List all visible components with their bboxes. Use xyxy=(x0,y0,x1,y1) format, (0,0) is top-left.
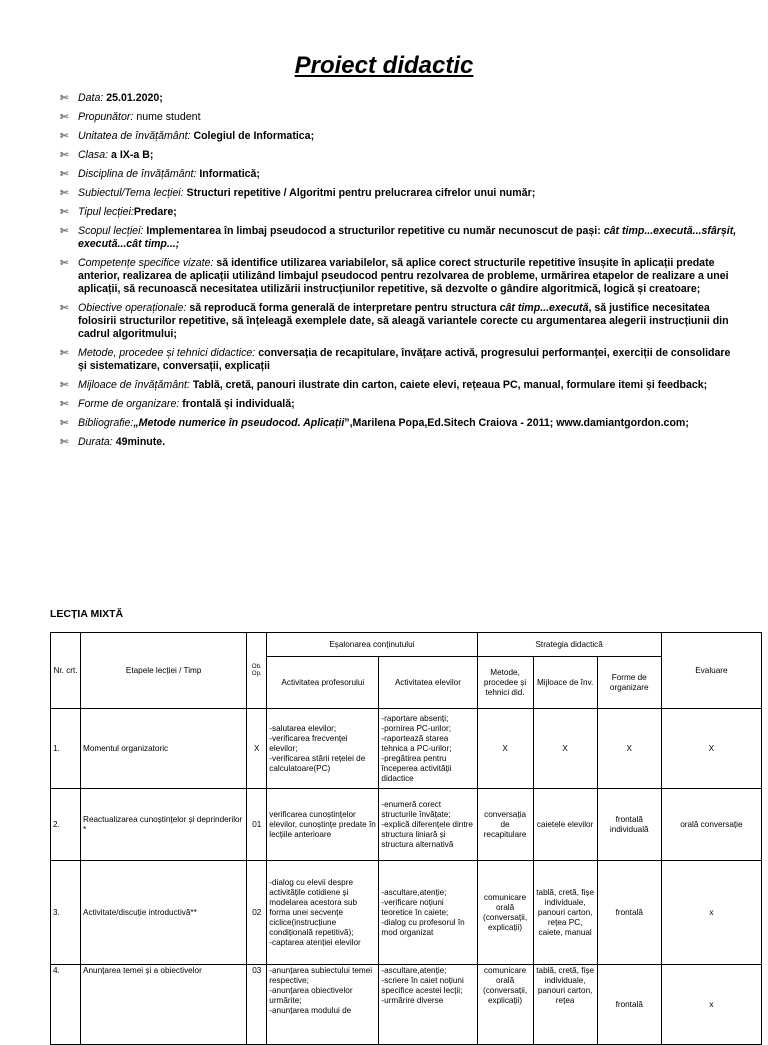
detail-value: nume student xyxy=(136,111,201,123)
header-mijloace: Mijloace de înv. xyxy=(533,657,597,709)
table-row xyxy=(51,861,762,965)
cell-forme: frontală xyxy=(597,965,661,1045)
bullet-icon: ✄ xyxy=(60,399,69,410)
detail-label: Scopul lecției: xyxy=(78,225,147,237)
detail-bibliografie xyxy=(60,417,740,430)
detail-forme xyxy=(60,398,740,411)
header-metode: Metode, procedee și tehnici did. xyxy=(477,657,533,709)
cell-etapa: Activitate/discuție introductivă** xyxy=(81,861,247,965)
cell-etapa: Momentul organizatoric xyxy=(81,709,247,789)
bullet-icon: ✄ xyxy=(60,169,69,180)
detail-label: Forme de organizare: xyxy=(78,398,183,410)
header-forme: Forme de organizare xyxy=(597,657,661,709)
cell-evaluare: x xyxy=(661,861,761,965)
detail-value: frontală și individuală; xyxy=(182,398,295,410)
cell-evaluare: x xyxy=(661,965,761,1045)
header-activitatea-elevilor: Activitatea elevilor xyxy=(379,657,477,709)
detail-tipul xyxy=(60,206,740,219)
cell-mijloace: X xyxy=(533,709,597,789)
detail-disciplina xyxy=(60,168,740,181)
detail-value: a IX-a B; xyxy=(110,149,154,161)
cell-forme: frontală xyxy=(597,861,661,965)
bullet-icon: ✄ xyxy=(60,303,69,314)
cell-elev: -ascultare,atenție; -verificare noțiuni teoretice în caiete; -dialog cu profesorul în mod organizat xyxy=(379,861,477,965)
cell-forme: frontală individuală xyxy=(597,789,661,861)
cell-forme: X xyxy=(597,709,661,789)
lesson-plan-table xyxy=(50,632,762,1045)
detail-value: să identifice utilizarea variabilelor, să aplice corect structurile repetitive însușite în aplicații predate anterior, realizarea de aplicații utilizând limbajul pseudocod pentru rezolvarea de probleme, urmărirea etapelor de realizare a unei aplicații, să recunoască necesitatea utilizării instrucțiunilor repetitive, să dezvolte o gândire algoritmică, logică și creatoare; xyxy=(78,257,729,295)
bullet-icon: ✄ xyxy=(60,380,69,391)
table-row xyxy=(51,965,762,1045)
cell-metode: comunicare orală (conversații, explicații) xyxy=(477,861,533,965)
detail-label: Competențe specifice vizate: xyxy=(78,257,217,269)
detail-scopul xyxy=(60,225,740,251)
detail-value-end: , să justifice necesitatea folosirii structurilor repetitive, să înțeleagă exemplele date, să aleagă variantele corecte cu argumentarea alegerii instrucțiunii din cadrul algoritmului; xyxy=(78,302,729,340)
cell-ob: 02 xyxy=(247,861,267,965)
detail-propunator xyxy=(60,111,740,124)
detail-value: Predare; xyxy=(133,206,177,218)
detail-value-italic: cât timp...execută xyxy=(499,302,589,314)
header-esalonarea: Eșalonarea conținutului xyxy=(267,633,477,657)
bullet-icon: ✄ xyxy=(60,207,69,218)
bullet-icon: ✄ xyxy=(60,258,69,269)
bullet-icon: ✄ xyxy=(60,348,69,359)
detail-value-italic: cât timp...execută...sfârșit, execută...cât timp...; xyxy=(78,225,737,250)
detail-clasa xyxy=(60,149,740,162)
cell-evaluare: X xyxy=(661,709,761,789)
detail-label: Subiectul/Tema lecției: xyxy=(78,187,187,199)
cell-mijloace: tablă, cretă, fișe individuale, panouri carton, rețea PC, caiete, manual xyxy=(533,861,597,965)
header-strategia: Strategia didactică xyxy=(477,633,661,657)
detail-obiective xyxy=(60,302,740,341)
cell-evaluare: orală conversație xyxy=(661,789,761,861)
document-title: Proiect didactic xyxy=(294,52,474,79)
detail-value: să reproducă forma generală de interpretare pentru structura xyxy=(189,302,500,314)
bullet-icon: ✄ xyxy=(60,418,69,429)
detail-value: Tablă, cretă, panouri ilustrate din carton, caiete elevi, rețeaua PC, manual, formulare itemi și feedback; xyxy=(192,379,708,391)
cell-elev: -enumeră corect structurile învățate; -explică diferențele dintre structura liniară și structura alternativă xyxy=(379,789,477,861)
cell-ob: 01 xyxy=(247,789,267,861)
detail-label: Unitatea de învățământ: xyxy=(78,130,194,142)
detail-unitatea xyxy=(60,130,740,143)
detail-value-italic: „Metode numerice în pseudocod. Aplicații xyxy=(133,417,345,429)
bullet-icon: ✄ xyxy=(60,93,69,104)
cell-elev: -raportare absenți; -pornirea PC-urilor; -raportează starea tehnica a PC-urilor; -pregătirea pentru începerea activității didactice xyxy=(379,709,477,789)
detail-subiect xyxy=(60,187,740,200)
bullet-icon: ✄ xyxy=(60,131,69,142)
cell-prof: -anunțarea subiectului temei respective; -anunțarea obiectivelor urmărite; -anunțarea modului de xyxy=(267,965,379,1045)
detail-metode xyxy=(60,347,740,373)
detail-label: Disciplina de învățământ: xyxy=(78,168,200,180)
cell-nr: 2. xyxy=(51,789,81,861)
cell-nr: 4. xyxy=(51,965,81,1045)
header-evaluare: Evaluare xyxy=(661,633,761,709)
table-row xyxy=(51,789,762,861)
bullet-icon: ✄ xyxy=(60,437,69,448)
detail-value: 25.01.2020; xyxy=(106,92,163,104)
cell-mijloace: caietele elevilor xyxy=(533,789,597,861)
bullet-icon: ✄ xyxy=(60,112,69,123)
detail-label: Data: xyxy=(78,92,107,104)
detail-label: Mijloace de învățământ: xyxy=(78,379,193,391)
detail-value: Implementarea în limbaj pseudocod a structurilor repetitive cu număr necunoscut de pași: xyxy=(146,225,604,237)
cell-metode: conversația de recapitulare xyxy=(477,789,533,861)
cell-elev: -ascultare,atenție; -scriere în caiet noțiuni specifice acestei lecții; -urmărire diverse xyxy=(379,965,477,1045)
cell-etapa: Reactualizarea cunoștințelor și deprinderilor * xyxy=(81,789,247,861)
cell-etapa: Anunțarea temei și a obiectivelor xyxy=(81,965,247,1045)
header-ob: Ob. Op. xyxy=(247,633,267,709)
detail-label: Obiective operaționale: xyxy=(78,302,190,314)
detail-label: Durata: xyxy=(78,436,116,448)
bullet-icon: ✄ xyxy=(60,226,69,237)
detail-label: Clasa: xyxy=(78,149,111,161)
detail-value-end: ”,Marilena Popa,Ed.Sitech Craiova - 2011; www.damiantgordon.com; xyxy=(344,417,689,429)
bullet-icon: ✄ xyxy=(60,150,69,161)
bullet-icon: ✄ xyxy=(60,188,69,199)
cell-metode: comunicare orală (conversații, explicații) xyxy=(477,965,533,1045)
header-activitatea-profesorului: Activitatea profesorului xyxy=(267,657,379,709)
detail-label: Metode, procedee și tehnici didactice: xyxy=(78,347,259,359)
cell-mijloace: tablă, cretă, fișe individuale, panouri carton, rețea xyxy=(533,965,597,1045)
detail-durata xyxy=(60,436,740,449)
cell-nr: 1. xyxy=(51,709,81,789)
detail-value: conversația de recapitulare, învățare activă, progresului performanței, exerciții de consolidare și sistematizare, conversații, explicații xyxy=(78,347,731,372)
cell-ob: X xyxy=(247,709,267,789)
table-row xyxy=(51,709,762,789)
cell-metode: X xyxy=(477,709,533,789)
detail-value: Colegiul de Informatica; xyxy=(193,130,315,142)
header-etapele: Etapele lecției / Timp xyxy=(81,633,247,709)
detail-label: Tipul lecției: xyxy=(78,206,134,218)
detail-competente xyxy=(60,257,740,296)
cell-ob: 03 xyxy=(247,965,267,1045)
section-title: LECȚIA MIXTĂ xyxy=(50,608,124,620)
detail-mijloace xyxy=(60,379,740,392)
detail-data xyxy=(60,92,740,105)
cell-prof: -salutarea elevilor; -verificarea frecvenței elevilor; -verificarea stării rețelei de calculatoare(PC) xyxy=(267,709,379,789)
cell-prof: verificarea cunoștințelor elevilor, cunoștințe predate în lecțiile anterioare xyxy=(267,789,379,861)
cell-prof: -dialog cu elevii despre activitățile cotidiene și modelarea acestora sub forma unei secvențe ciclice(instrucțiune condițională repetitivă); -captarea atenției elevilor xyxy=(267,861,379,965)
lesson-details-list xyxy=(60,92,740,455)
detail-value: Informatică; xyxy=(199,168,260,180)
detail-label: Propunător: xyxy=(78,111,137,123)
cell-nr: 3. xyxy=(51,861,81,965)
header-nr: Nr. crt. xyxy=(51,633,81,709)
detail-value: Structuri repetitive / Algoritmi pentru prelucrarea cifrelor unui număr; xyxy=(186,187,536,199)
detail-label: Bibliografie: xyxy=(78,417,134,429)
detail-value: 49minute. xyxy=(115,436,166,448)
